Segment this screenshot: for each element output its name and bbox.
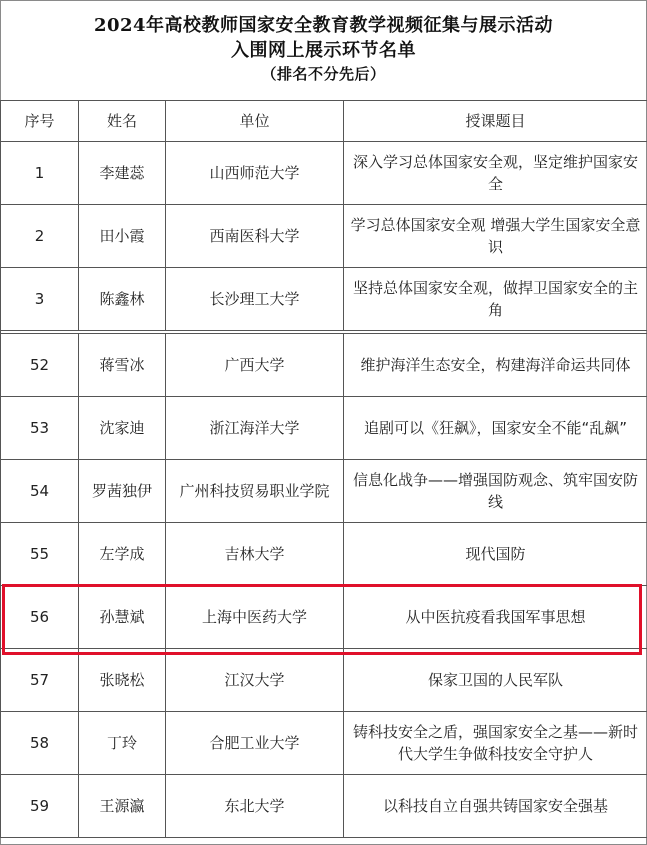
row-unit: 广州科技贸易职业学院: [166, 460, 344, 523]
row-number: 58: [1, 712, 79, 775]
table-row: [1, 649, 647, 712]
row-number: 57: [1, 649, 79, 712]
column-header-name: 姓名: [79, 101, 166, 142]
table-row: [1, 523, 647, 586]
row-unit: 合肥工业大学: [166, 712, 344, 775]
table-header-row: [1, 101, 647, 142]
row-topic: 坚持总体国家安全观，做捍卫国家安全的主角: [344, 268, 647, 331]
row-unit: 广西大学: [166, 334, 344, 397]
row-name: 沈家迪: [79, 397, 166, 460]
row-topic: 以科技自立自强共铸国家安全强基: [344, 775, 647, 838]
row-number: 3: [1, 268, 79, 331]
row-unit: 长沙理工大学: [166, 268, 344, 331]
row-number: 55: [1, 523, 79, 586]
row-topic: 铸科技安全之盾，强国家安全之基——新时代大学生争做科技安全守护人: [344, 712, 647, 775]
row-unit: 西南医科大学: [166, 205, 344, 268]
row-name: 张晓松: [79, 649, 166, 712]
row-number: 52: [1, 334, 79, 397]
row-unit: 吉林大学: [166, 523, 344, 586]
table-row: [1, 775, 647, 838]
table-row: [1, 205, 647, 268]
table-row: [1, 397, 647, 460]
row-unit: 东北大学: [166, 775, 344, 838]
column-header-number: 序号: [1, 101, 79, 142]
page-subtitle: 入围网上展示环节名单: [231, 40, 416, 61]
column-header-topic: 授课题目: [344, 101, 647, 142]
row-unit: 江汉大学: [166, 649, 344, 712]
table-row: [1, 142, 647, 205]
shortlist-table: [0, 100, 647, 838]
table-row: [1, 268, 647, 331]
table-row: [1, 334, 647, 397]
table-row: [1, 460, 647, 523]
row-name: 罗茜独伊: [79, 460, 166, 523]
ranking-note: （排名不分先后）: [261, 65, 386, 83]
page-title: 2024年高校教师国家安全教育教学视频征集与展示活动: [93, 15, 554, 36]
row-topic: 保家卫国的人民军队: [344, 649, 647, 712]
row-name: 陈鑫林: [79, 268, 166, 331]
row-name: 蒋雪冰: [79, 334, 166, 397]
row-name: 李建蕊: [79, 142, 166, 205]
row-topic: 学习总体国家安全观 增强大学生国家安全意识: [344, 205, 647, 268]
highlight-box: [2, 584, 642, 655]
row-topic: 深入学习总体国家安全观，坚定维护国家安全: [344, 142, 647, 205]
column-header-unit: 单位: [166, 101, 344, 142]
row-topic: 现代国防: [344, 523, 647, 586]
row-topic: 信息化战争——增强国防观念、筑牢国安防线: [344, 460, 647, 523]
table-row: [1, 712, 647, 775]
row-topic: 从中医抗疫看我国军事思想: [344, 586, 647, 649]
row-topic: 追剧可以《狂飙》，国家安全不能“乱飙”: [344, 397, 647, 460]
row-name: 丁玲: [79, 712, 166, 775]
row-unit: 浙江海洋大学: [166, 397, 344, 460]
row-name: 孙慧斌: [79, 586, 166, 649]
row-number: 59: [1, 775, 79, 838]
row-name: 王源瀛: [79, 775, 166, 838]
row-number: 2: [1, 205, 79, 268]
row-unit: 山西师范大学: [166, 142, 344, 205]
row-number: 53: [1, 397, 79, 460]
row-unit: 上海中医药大学: [166, 586, 344, 649]
row-number: 56: [1, 586, 79, 649]
row-number: 1: [1, 142, 79, 205]
row-topic: 维护海洋生态安全，构建海洋命运共同体: [344, 334, 647, 397]
row-name: 田小霞: [79, 205, 166, 268]
row-number: 54: [1, 460, 79, 523]
row-name: 左学成: [79, 523, 166, 586]
